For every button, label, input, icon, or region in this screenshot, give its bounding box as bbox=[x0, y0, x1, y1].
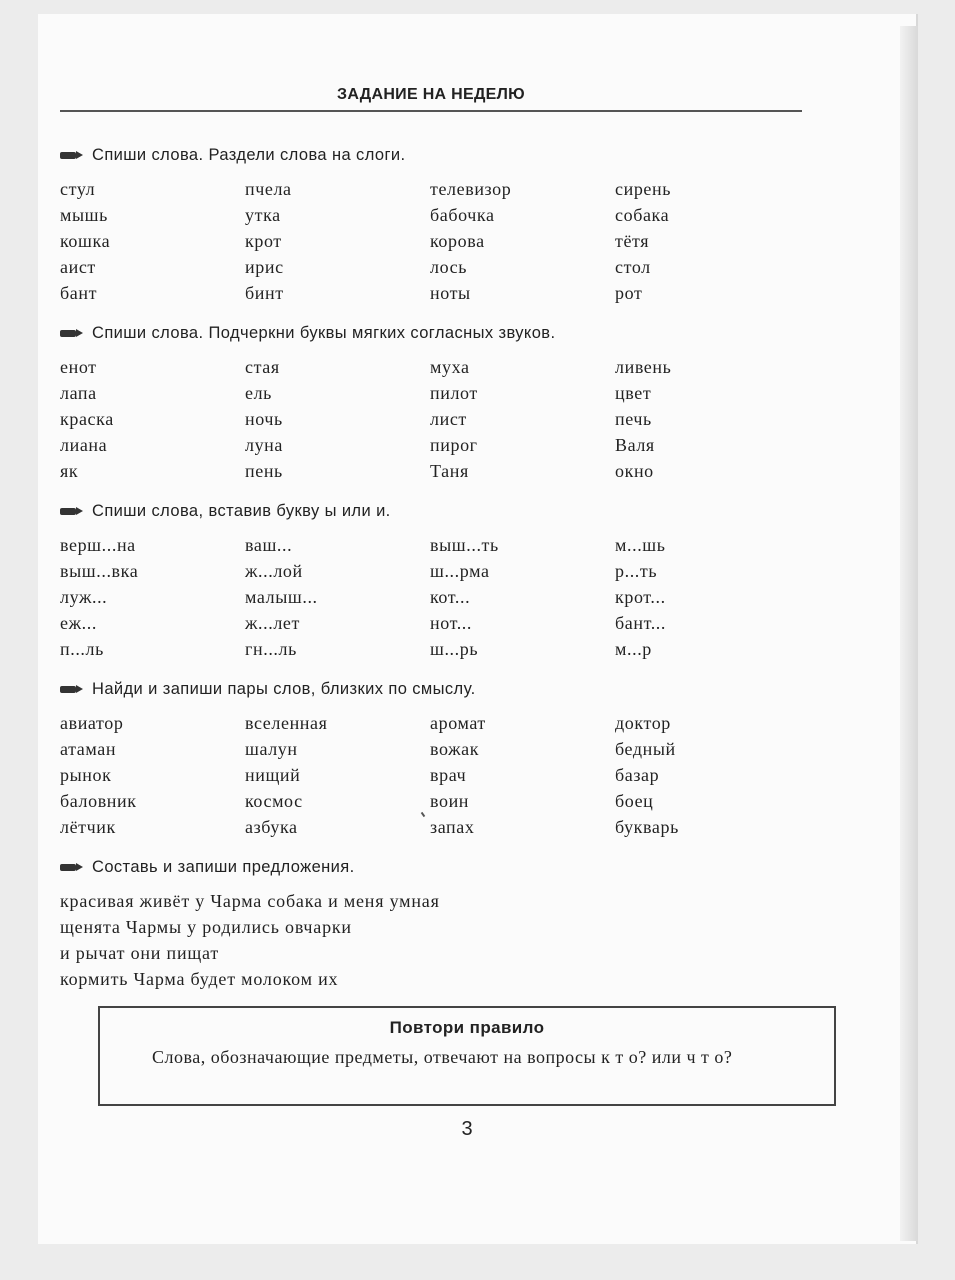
word: корова bbox=[430, 231, 485, 251]
word: Таня bbox=[430, 461, 469, 481]
task-insert-letter bbox=[60, 498, 802, 662]
word: аромат bbox=[430, 713, 486, 733]
task-make-sentences bbox=[60, 854, 802, 992]
sentence: кормить Чарма будет молоком их bbox=[60, 969, 339, 989]
word: крот... bbox=[615, 587, 666, 607]
word: пень bbox=[245, 461, 283, 481]
page-edge-shadow bbox=[900, 26, 918, 1241]
word: луж... bbox=[60, 587, 108, 607]
word: врач bbox=[430, 765, 467, 785]
word: муха bbox=[430, 357, 470, 377]
word: цвет bbox=[615, 383, 652, 403]
page-number: 3 bbox=[461, 1118, 473, 1140]
word: ливень bbox=[615, 357, 672, 377]
word: лётчик bbox=[60, 817, 116, 837]
word: пчела bbox=[245, 179, 292, 199]
word-grid bbox=[60, 710, 802, 840]
word: букварь bbox=[615, 817, 679, 837]
pencil-icon bbox=[60, 151, 84, 160]
word: р...ть bbox=[615, 561, 658, 581]
word: пилот bbox=[430, 383, 478, 403]
word: ночь bbox=[245, 409, 283, 429]
word: ж...лет bbox=[245, 613, 300, 633]
word-grid bbox=[60, 532, 802, 662]
word-grid bbox=[60, 354, 802, 484]
word: ирис bbox=[245, 257, 284, 277]
word: як bbox=[60, 461, 79, 481]
word: рынок bbox=[60, 765, 112, 785]
word: баловник bbox=[60, 791, 137, 811]
word: тётя bbox=[615, 231, 650, 251]
word: Валя bbox=[615, 435, 655, 455]
word: ваш... bbox=[245, 535, 293, 555]
word: бедный bbox=[615, 739, 676, 759]
word: стая bbox=[245, 357, 280, 377]
word: бант bbox=[60, 283, 98, 303]
word: собака bbox=[615, 205, 670, 225]
word: пирог bbox=[430, 435, 478, 455]
word: нот... bbox=[430, 613, 473, 633]
word: выш...вка bbox=[60, 561, 139, 581]
rule-text: Слова, обозначающие предметы, отвечают на вопросы к т о? или ч т о? bbox=[152, 1047, 733, 1067]
word: лиана bbox=[60, 435, 108, 455]
word: лапа bbox=[60, 383, 97, 403]
word: печь bbox=[615, 409, 652, 429]
sentence: и рычат они пищат bbox=[60, 943, 220, 963]
task-instruction: Спиши слова. Раздели слова на слоги. bbox=[60, 142, 802, 168]
pencil-icon bbox=[60, 863, 84, 872]
pencil-icon bbox=[60, 507, 84, 516]
word: бант... bbox=[615, 613, 666, 633]
word: шалун bbox=[245, 739, 298, 759]
word: крот bbox=[245, 231, 282, 251]
word: ж...лой bbox=[245, 561, 303, 581]
rule-title: Повтори правило bbox=[389, 1018, 545, 1037]
word: окно bbox=[615, 461, 654, 481]
word: кот... bbox=[430, 587, 471, 607]
pencil-icon bbox=[60, 329, 84, 338]
word: м...шь bbox=[615, 535, 666, 555]
word: п...ль bbox=[60, 639, 104, 659]
task-instruction: Спиши слова. Подчеркни буквы мягких согласных звуков. bbox=[60, 320, 802, 346]
word: ель bbox=[245, 383, 272, 403]
word: ш...рма bbox=[430, 561, 490, 581]
word: боец bbox=[615, 791, 654, 811]
task-instruction: Составь и запиши предложения. bbox=[60, 854, 802, 880]
word: рот bbox=[615, 283, 643, 303]
word: космос bbox=[245, 791, 303, 811]
word: краска bbox=[60, 409, 114, 429]
word: малыш... bbox=[245, 587, 318, 607]
word: запах bbox=[430, 817, 475, 837]
word: м...р bbox=[615, 639, 652, 659]
task-soft-consonants bbox=[60, 320, 802, 484]
word: воин bbox=[430, 791, 470, 811]
word: нищий bbox=[245, 765, 301, 785]
word: вожак bbox=[430, 739, 480, 759]
word: вселенная bbox=[245, 713, 328, 733]
task-instruction: Найди и запиши пары слов, близких по смыслу. bbox=[60, 676, 802, 702]
word: атаман bbox=[60, 739, 117, 759]
word: ш...рь bbox=[430, 639, 479, 659]
word: бабочка bbox=[430, 205, 495, 225]
word: стул bbox=[60, 179, 96, 199]
word: телевизор bbox=[430, 179, 512, 199]
word: еж... bbox=[60, 613, 97, 633]
word: утка bbox=[245, 205, 281, 225]
word: гн...ль bbox=[245, 639, 297, 659]
word: кошка bbox=[60, 231, 111, 251]
word: лось bbox=[430, 257, 468, 277]
word: енот bbox=[60, 357, 97, 377]
word: сирень bbox=[615, 179, 672, 199]
word: базар bbox=[615, 765, 660, 785]
word: луна bbox=[245, 435, 284, 455]
word: верш...на bbox=[60, 535, 136, 555]
word: аист bbox=[60, 257, 96, 277]
word: авиатор bbox=[60, 713, 124, 733]
pencil-icon bbox=[60, 685, 84, 694]
word: азбука bbox=[245, 817, 298, 837]
page-title: ЗАДАНИЕ НА НЕДЕЛЮ bbox=[60, 86, 802, 112]
word: мышь bbox=[60, 205, 108, 225]
task-synonym-pairs bbox=[60, 676, 802, 840]
task-instruction: Спиши слова, вставив букву ы или и. bbox=[60, 498, 802, 524]
word: лист bbox=[430, 409, 467, 429]
word: бинт bbox=[245, 283, 284, 303]
rule-box bbox=[98, 1006, 836, 1106]
word: ноты bbox=[430, 283, 471, 303]
sentence-list bbox=[60, 888, 802, 992]
sentence: красивая живёт у Чарма собака и меня умная bbox=[60, 891, 440, 911]
word: выш...ть bbox=[430, 535, 499, 555]
task-syllables bbox=[60, 142, 802, 306]
word: стол bbox=[615, 257, 651, 277]
sentence: щенята Чармы у родились овчарки bbox=[60, 917, 352, 937]
word: доктор bbox=[615, 713, 671, 733]
word-grid bbox=[60, 176, 802, 306]
